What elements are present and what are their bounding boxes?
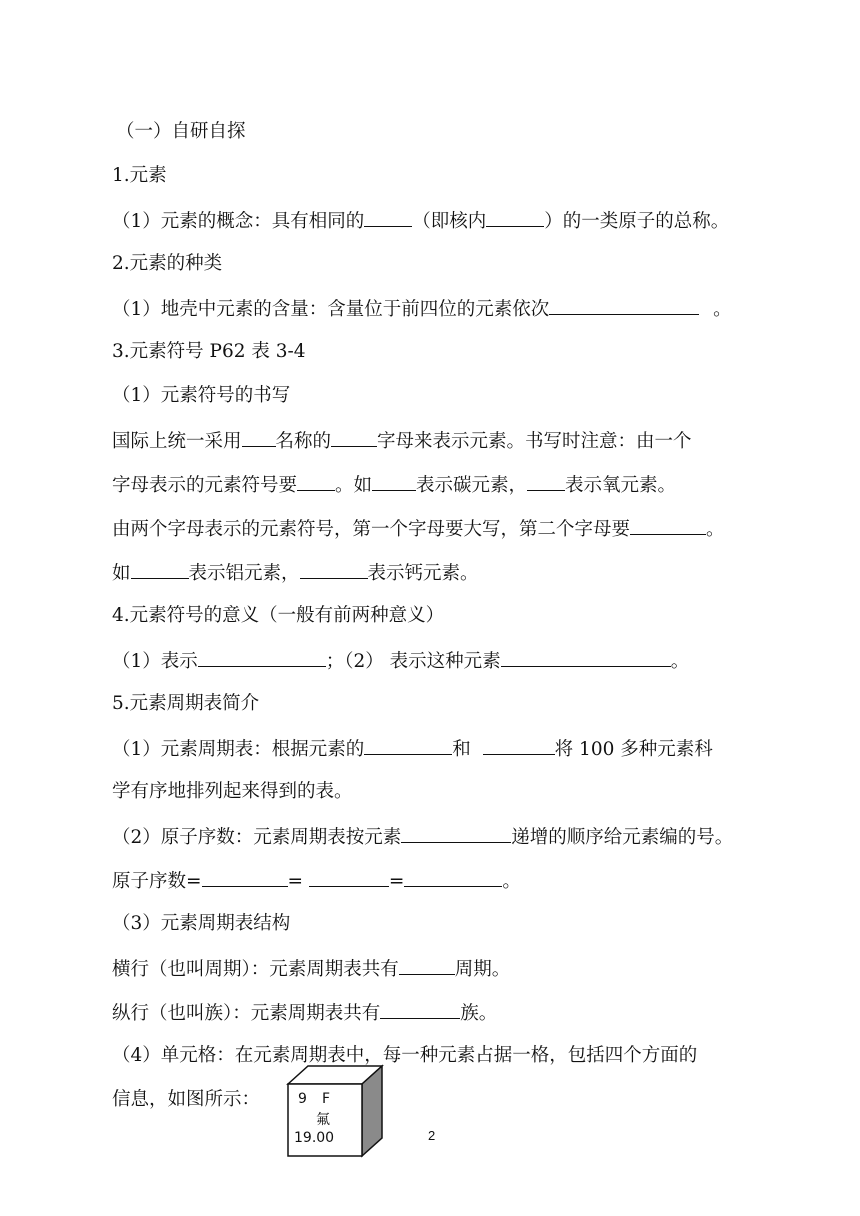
blank[interactable] [401,824,511,843]
structure-heading: （3）元素周期表结构 [112,913,291,934]
blank[interactable] [331,428,377,447]
blank[interactable] [131,560,189,579]
symbol-writing-line-4: 如 表示铝元素， 表示钙元素。 [112,560,479,586]
blank[interactable] [486,208,544,227]
periods-line: 横行（也叫周期）：元素周期表共有 周期。 [112,956,510,982]
element-symbol: F [322,1091,331,1107]
element-name: 氟 [316,1112,330,1128]
symbol-writing-line-3: 由两个字母表示的元素符号，第一个字母要大写，第二个字母要 。 [112,516,725,542]
atomic-number: 9 [298,1091,307,1107]
blank[interactable] [309,868,389,887]
element-cell-illustration [286,1064,386,1160]
periodic-table-def-line-1: （1）元素周期表：根据元素的 和 将 100 多种元素科 [112,736,713,762]
heading-periodic-table: 5.元素周期表简介 [112,693,260,714]
blank[interactable] [242,428,276,447]
periodic-table-def-line-2: 学有序地排列起来得到的表。 [112,781,353,802]
blank[interactable] [202,868,288,887]
cell-description-line-1: （4）单元格：在元素周期表中，每一种元素占据一格，包括四个方面的 [112,1045,698,1066]
page-number: 2 [428,1128,436,1143]
symbol-writing-heading: （1）元素符号的书写 [112,385,291,406]
blank[interactable] [364,208,412,227]
heading-element: 1.元素 [112,165,167,186]
symbol-writing-line-2: 字母表示的元素符号要 。如 表示碳元素， 表示氧元素。 [112,472,676,498]
blank[interactable] [483,736,555,755]
heading-element-symbol: 3.元素符号 P62 表 3-4 [112,341,306,362]
blank[interactable] [364,736,452,755]
cell-description-line-2: 信息，如图所示： [112,1089,261,1110]
blank[interactable] [380,1000,460,1019]
blank[interactable] [527,472,565,491]
atomic-number-line-2: 原子序数= = = 。 [112,868,521,894]
blank[interactable] [630,516,706,535]
atomic-mass: 19.00 [294,1130,335,1146]
blank[interactable] [297,472,335,491]
blank[interactable] [501,648,671,667]
crust-content-line: （1）地壳中元素的含量：含量位于前四位的元素依次 。 [112,296,732,322]
heading-symbol-meaning: 4.元素符号的意义（一般有前两种意义） [112,605,445,626]
element-concept-line: （1）元素的概念：具有相同的 （即核内 ）的一类原子的总称。 [112,208,729,234]
symbol-meaning-line: （1）表示 ；（2） 表示这种元素 。 [112,648,689,674]
blank[interactable] [549,296,699,315]
blank[interactable] [372,472,416,491]
blank[interactable] [404,868,502,887]
heading-element-types: 2.元素的种类 [112,253,223,274]
blank[interactable] [399,956,455,975]
atomic-number-line-1: （2）原子序数：元素周期表按元素 递增的顺序给元素编的号。 [112,824,733,850]
section-heading: （一）自研自探 [116,121,246,142]
blank[interactable] [300,560,368,579]
groups-line: 纵行（也叫族）：元素周期表共有 族。 [112,1000,497,1026]
blank[interactable] [198,648,326,667]
symbol-writing-line-1: 国际上统一采用 名称的 字母来表示元素。书写时注意：由一个 [112,428,692,454]
